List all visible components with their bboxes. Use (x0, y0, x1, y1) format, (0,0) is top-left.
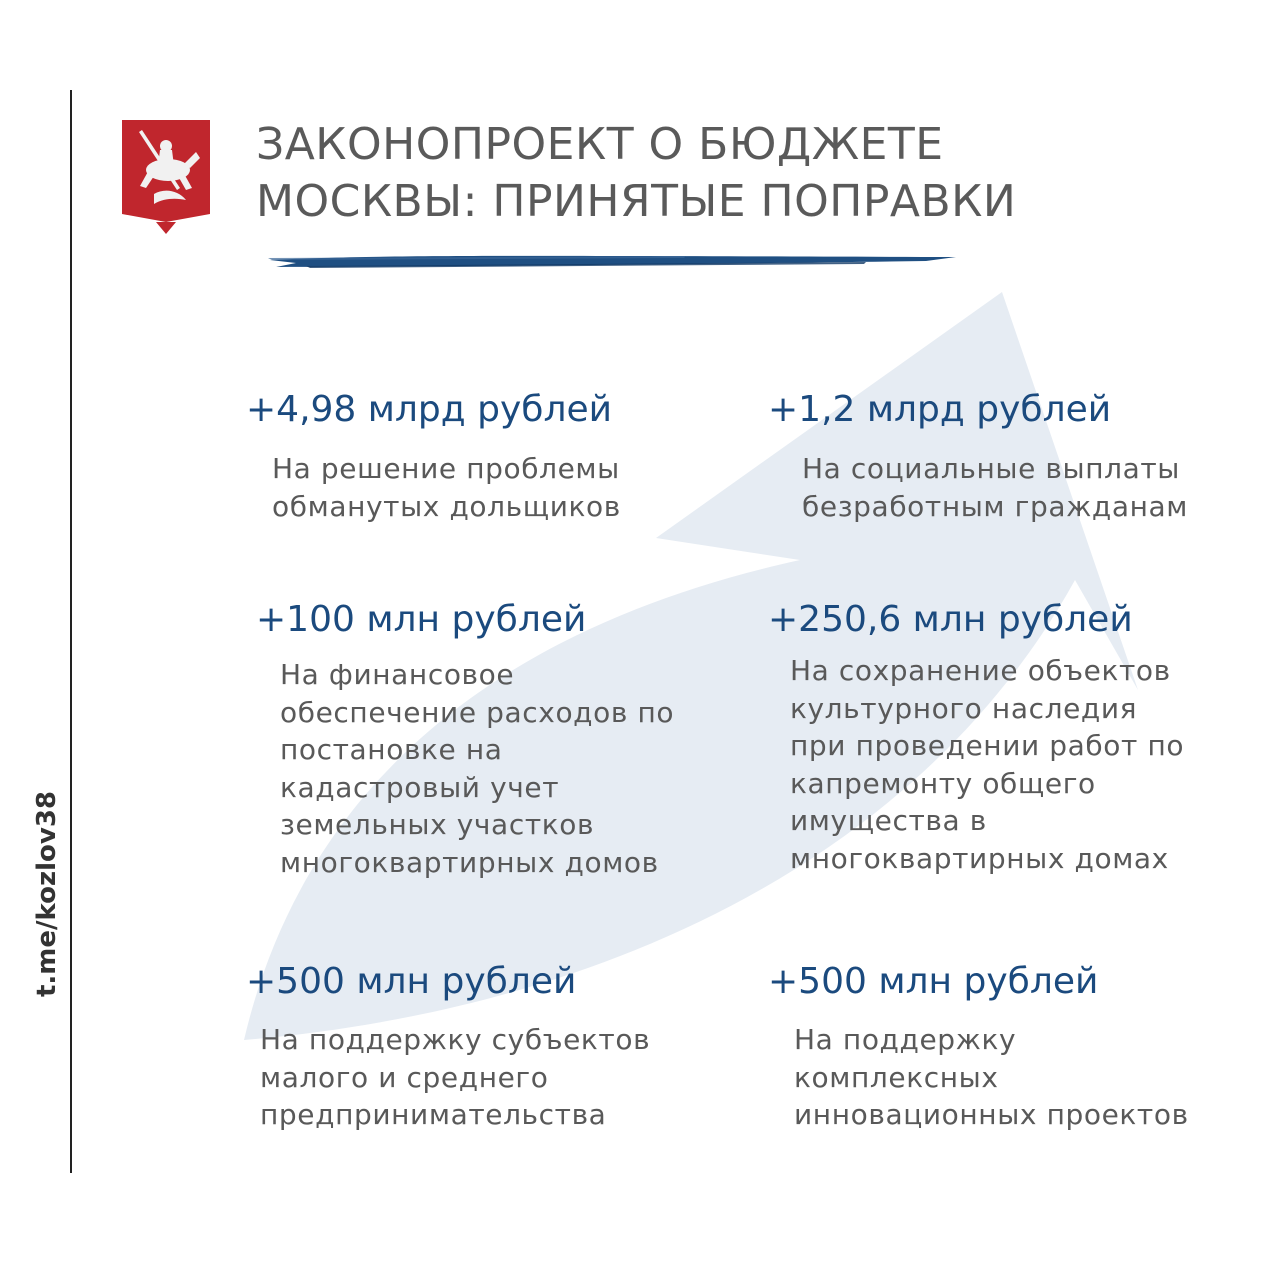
description-line: капремонту общего (790, 766, 1096, 800)
description-5 (260, 1021, 650, 1134)
amount-2: +1,2 млрд рублей (768, 389, 1112, 430)
description-line: земельных участков (280, 808, 595, 841)
description-4 (790, 652, 1184, 877)
description-line: На решение проблемы (272, 452, 620, 485)
moscow-coat-of-arms-icon (120, 118, 212, 236)
description-line: На поддержку (794, 1023, 1017, 1056)
description-line: многоквартирных домов (280, 845, 659, 879)
description-line: На финансовое (280, 658, 515, 691)
description-line: культурного наследия (790, 691, 1138, 725)
amount-6: +500 млн рублей (768, 961, 1099, 1002)
description-line: инновационных проектов (794, 1098, 1189, 1131)
page-title (256, 116, 1156, 230)
description-line: На сохранение объектов (790, 654, 1171, 687)
description-1 (272, 450, 621, 525)
channel-link[interactable]: t.me/kozlov38 (32, 790, 62, 997)
description-line: безработным гражданам (802, 489, 1189, 523)
title-line-1: ЗАКОНОПРОЕКТ О БЮДЖЕТЕ (256, 119, 944, 170)
description-line: постановке на (280, 733, 503, 766)
description-line: при проведении работ по (790, 729, 1185, 762)
description-line: На поддержку субъектов (260, 1023, 651, 1056)
description-line: обеспечение расходов по (280, 695, 675, 729)
brush-stroke-divider (266, 250, 960, 272)
description-line: имущества в (790, 804, 987, 837)
vertical-divider (70, 90, 72, 1173)
description-6 (794, 1021, 1189, 1134)
amount-4: +250,6 млн рублей (768, 599, 1133, 640)
description-line: комплексных (794, 1060, 999, 1094)
description-line: малого и среднего (260, 1060, 549, 1094)
description-2 (802, 450, 1188, 525)
title-line-2: МОСКВЫ: ПРИНЯТЫЕ ПОПРАВКИ (256, 176, 1017, 227)
description-line: На социальные выплаты (802, 452, 1180, 485)
amount-5: +500 млн рублей (246, 961, 577, 1002)
description-3 (280, 656, 674, 881)
amount-3: +100 млн рублей (256, 599, 587, 640)
amount-1: +4,98 млрд рублей (246, 389, 613, 430)
description-line: многоквартирных домах (790, 841, 1169, 875)
description-line: обманутых дольщиков (272, 489, 621, 523)
description-line: предпринимательства (260, 1098, 607, 1131)
description-line: кадастровый учет (280, 770, 560, 804)
